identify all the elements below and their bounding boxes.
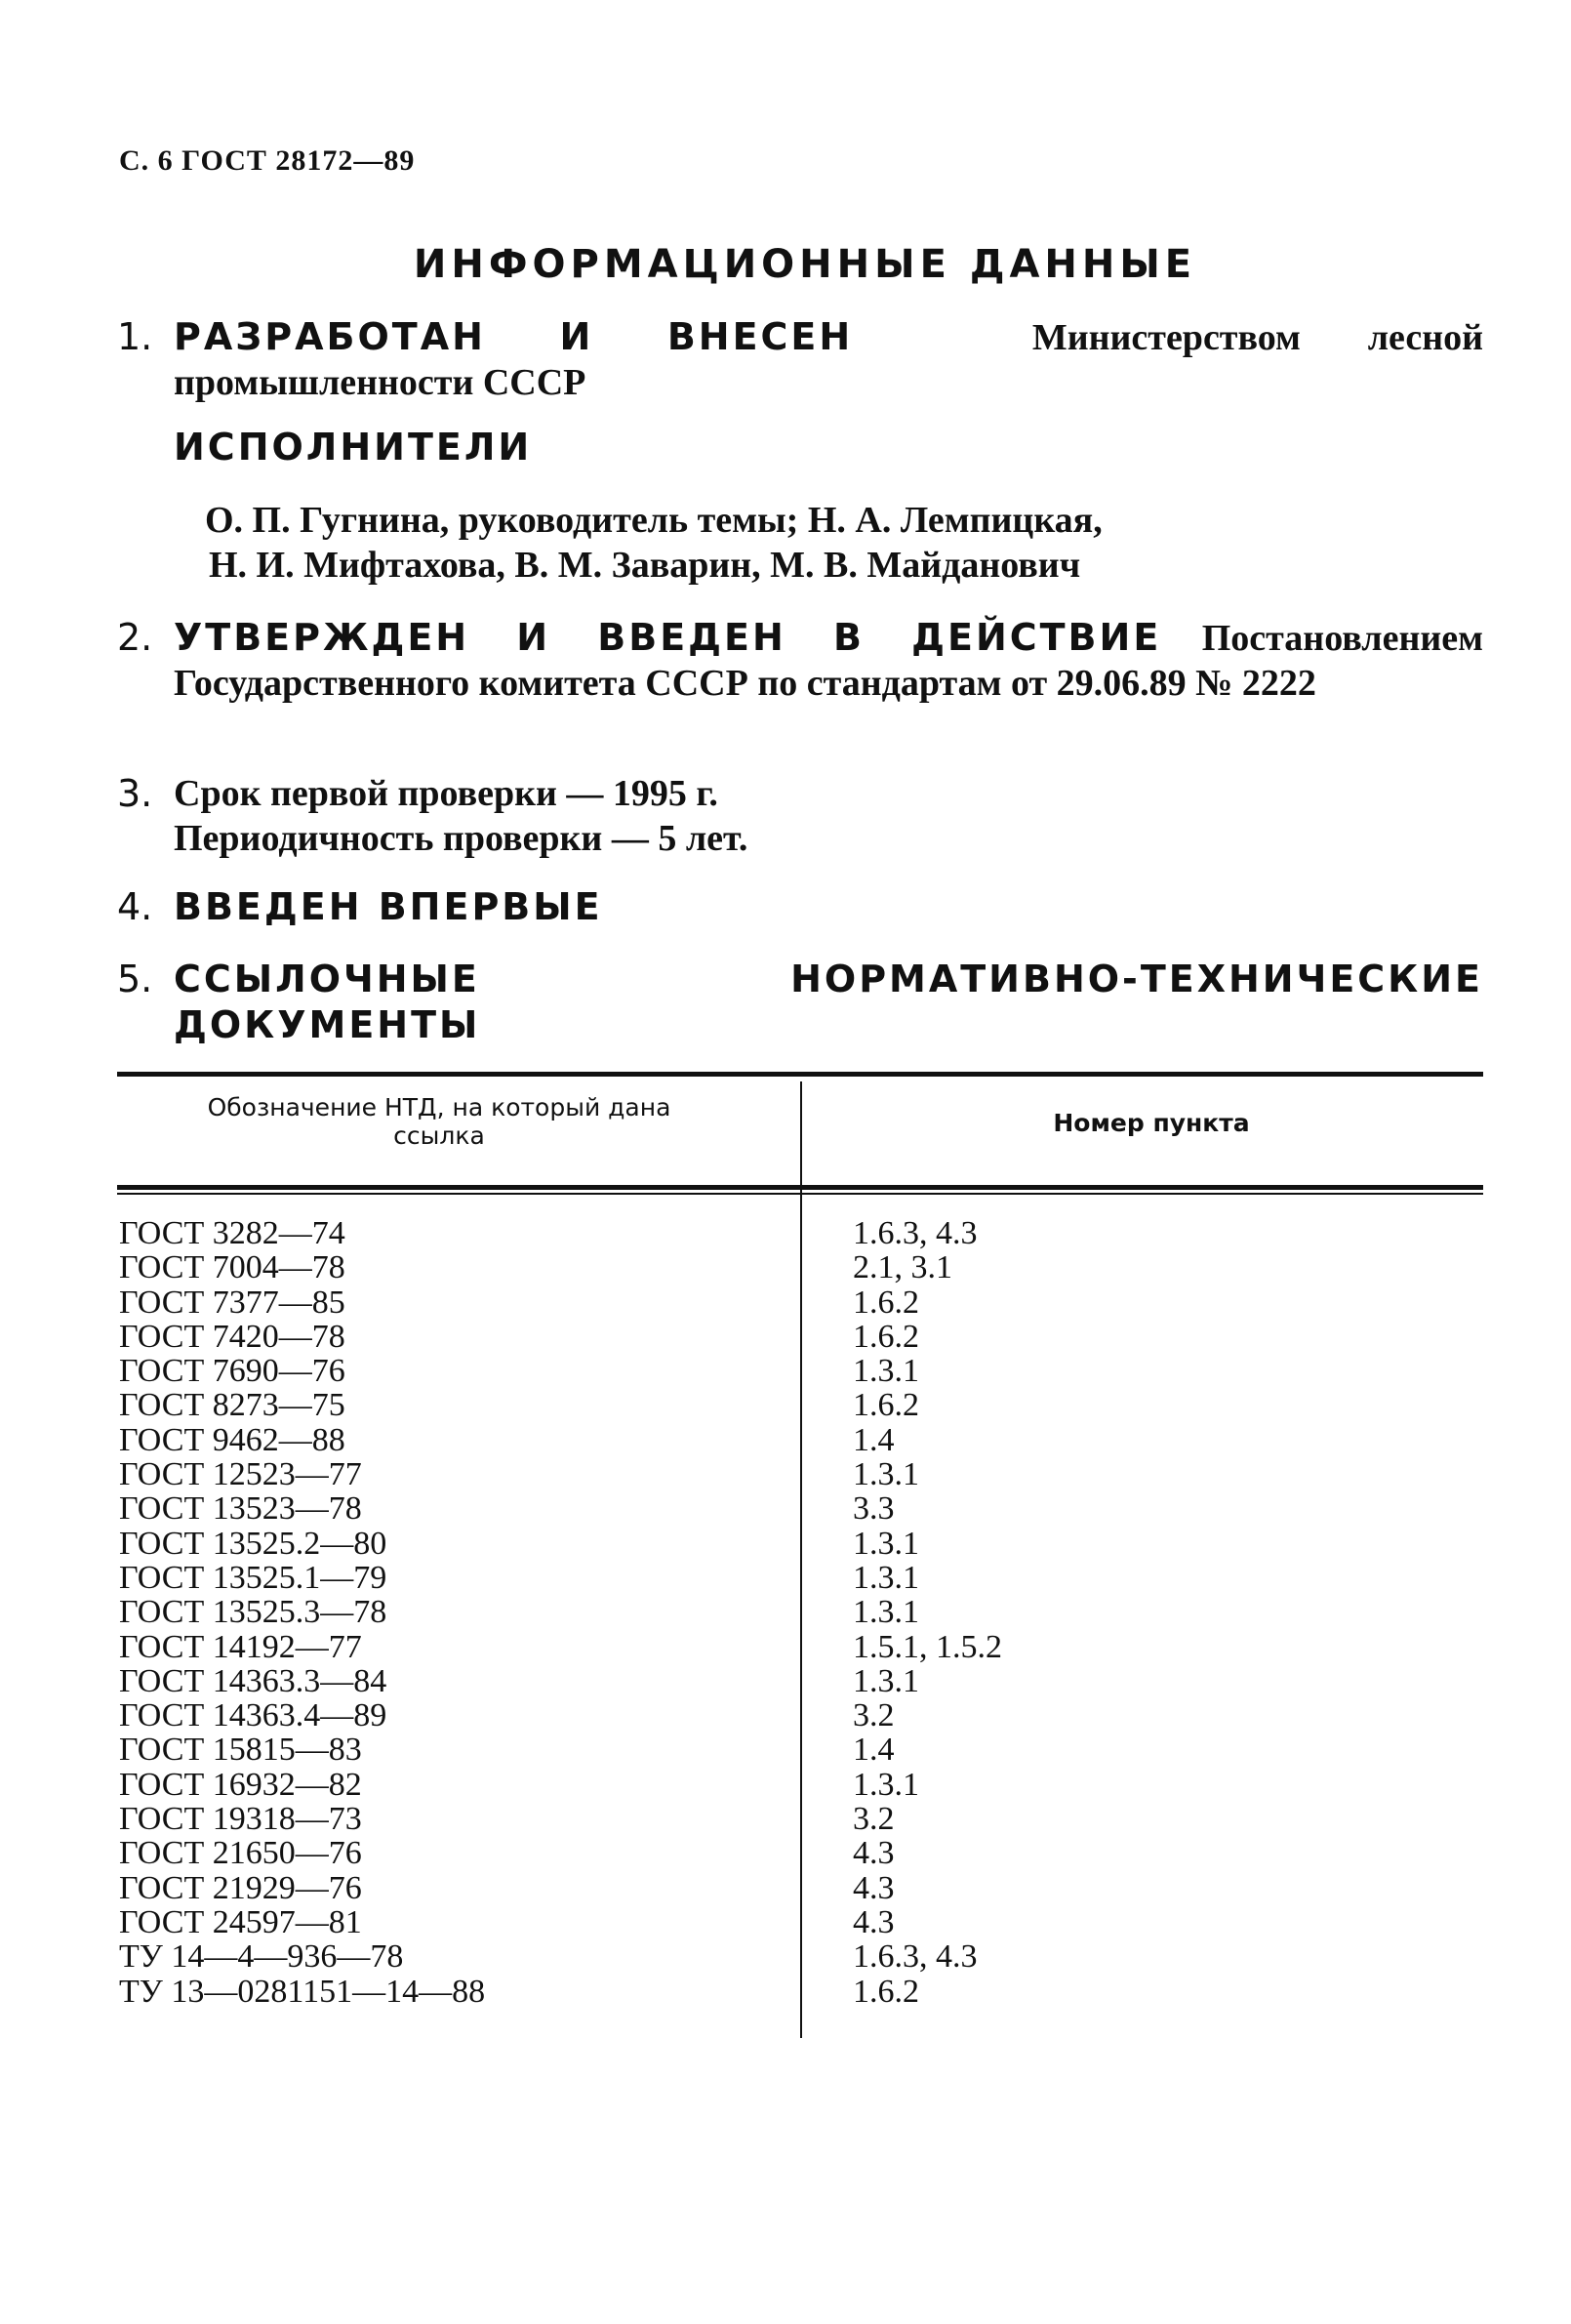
table-cell-ref: 1.6.2 <box>853 1318 919 1355</box>
table-row <box>117 1527 1483 1561</box>
item-body <box>174 314 1483 405</box>
item-body <box>174 957 1483 1048</box>
performers-label: ИСПОЛНИТЕЛИ <box>174 426 533 469</box>
table-cell-doc: ГОСТ 14192—77 <box>119 1628 362 1665</box>
table-cell-ref: 1.6.2 <box>853 1973 919 2010</box>
table-cell-ref: 3.2 <box>853 1697 895 1734</box>
performers-line-2: Н. И. Мифтахова, В. М. Заварин, М. В. Майданович <box>209 545 1081 586</box>
item-text: Министерством лесной промышленности СССР <box>174 317 1484 403</box>
table-cell-ref: 1.3.1 <box>853 1766 919 1803</box>
table-row <box>117 1939 1483 1974</box>
table-row <box>117 1354 1483 1388</box>
table-header-rule-thin <box>117 1193 1483 1195</box>
table-row <box>117 1905 1483 1939</box>
info-item-1 <box>117 314 1483 405</box>
table-cell-doc: ГОСТ 13523—78 <box>119 1490 362 1528</box>
table-cell-ref: 4.3 <box>853 1869 895 1906</box>
item-number: 1. <box>117 315 153 358</box>
item-body <box>174 884 1483 930</box>
table-row <box>117 1388 1483 1422</box>
table-row <box>117 1320 1483 1354</box>
table-cell-ref: 1.3.1 <box>853 1456 919 1493</box>
table-cell-doc: ТУ 13—0281151—14—88 <box>119 1973 486 2010</box>
table-row <box>117 1216 1483 1250</box>
item-lead: ВВЕДЕН ВПЕРВЫЕ <box>174 885 603 928</box>
table-cell-doc: ГОСТ 24597—81 <box>119 1903 362 1940</box>
table-cell-ref: 1.3.1 <box>853 1594 919 1631</box>
table-cell-doc: ГОСТ 3282—74 <box>119 1215 345 1251</box>
table-cell-doc: ГОСТ 9462—88 <box>119 1421 345 1458</box>
table-cell-doc: ГОСТ 7377—85 <box>119 1284 345 1321</box>
table-row <box>117 1630 1483 1664</box>
table-cell-ref: 1.4 <box>853 1421 895 1458</box>
table-cell-doc: ТУ 14—4—936—78 <box>119 1938 404 1976</box>
info-item-5 <box>117 957 1483 1048</box>
item-body <box>174 615 1483 706</box>
table-cell-doc: ГОСТ 16932—82 <box>119 1766 362 1803</box>
table-cell-doc: ГОСТ 15815—83 <box>119 1732 362 1769</box>
table-cell-doc: ГОСТ 13525.3—78 <box>119 1594 387 1631</box>
table-cell-doc: ГОСТ 7004—78 <box>119 1249 345 1286</box>
table-header-doc: Обозначение НТД, на который дана ссылка <box>207 1093 671 1150</box>
item-line-2: Периодичность проверки — 5 лет. <box>174 818 748 859</box>
table-cell-ref: 4.3 <box>853 1835 895 1872</box>
table-row <box>117 1698 1483 1733</box>
table-cell-ref: 1.3.1 <box>853 1353 919 1390</box>
table-cell-doc: ГОСТ 12523—77 <box>119 1456 362 1493</box>
table-cell-ref: 1.6.3, 4.3 <box>853 1215 978 1251</box>
table-cell-ref: 3.3 <box>853 1490 895 1528</box>
table-cell-ref: 1.6.2 <box>853 1387 919 1424</box>
table-row <box>117 1250 1483 1284</box>
table-cell-ref: 1.6.2 <box>853 1284 919 1321</box>
item-number: 4. <box>117 885 153 928</box>
table-cell-doc: ГОСТ 14363.4—89 <box>119 1697 387 1734</box>
table-cell-doc: ГОСТ 21650—76 <box>119 1835 362 1872</box>
table-row <box>117 1768 1483 1802</box>
table-row <box>117 1802 1483 1836</box>
table-cell-ref: 1.5.1, 1.5.2 <box>853 1628 1002 1665</box>
table-cell-ref: 1.4 <box>853 1732 895 1769</box>
table-cell-doc: ГОСТ 21929—76 <box>119 1869 362 1906</box>
table-row <box>117 1423 1483 1457</box>
performers-line-1: О. П. Гугнина, руководитель темы; Н. А. Лемпицкая, <box>205 500 1103 541</box>
table-header-ref: Номер пункта <box>1053 1109 1250 1137</box>
table-cell-doc: ГОСТ 7690—76 <box>119 1353 345 1390</box>
table-row <box>117 1285 1483 1320</box>
table-row <box>117 1733 1483 1767</box>
info-item-3 <box>117 771 1483 861</box>
table-row <box>117 1664 1483 1698</box>
table-cell-doc: ГОСТ 19318—73 <box>119 1801 362 1838</box>
item-number: 5. <box>117 958 153 1000</box>
table-row <box>117 1491 1483 1526</box>
info-item-2 <box>117 615 1483 706</box>
table-cell-ref: 2.1, 3.1 <box>853 1249 952 1286</box>
table-cell-ref: 1.3.1 <box>853 1662 919 1699</box>
table-row <box>117 1561 1483 1595</box>
table-row <box>117 1871 1483 1905</box>
item-lead: РАЗРАБОТАН И ВНЕСЕН <box>174 315 854 358</box>
item-text: Постановлением Государственного комитета СССР по стандартам от 29.06.89 № 2222 <box>174 618 1483 704</box>
info-item-4 <box>117 884 1483 930</box>
table-cell-doc: ГОСТ 13525.2—80 <box>119 1525 387 1562</box>
table-cell-ref: 1.6.3, 4.3 <box>853 1938 978 1976</box>
table-row <box>117 1457 1483 1491</box>
table-cell-ref: 3.2 <box>853 1801 895 1838</box>
item-lead: УТВЕРЖДЕН И ВВЕДЕН В ДЕЙСТВИЕ <box>174 616 1162 659</box>
table-row <box>117 1595 1483 1629</box>
table-cell-doc: ГОСТ 14363.3—84 <box>119 1662 387 1699</box>
item-number: 3. <box>117 772 153 815</box>
item-line-1: Срок первой проверки — 1995 г. <box>174 773 718 814</box>
table-cell-doc: ГОСТ 13525.1—79 <box>119 1559 387 1596</box>
item-body <box>174 771 1483 861</box>
table-cell-ref: 4.3 <box>853 1903 895 1940</box>
table-row <box>117 1836 1483 1870</box>
table-cell-doc: ГОСТ 8273—75 <box>119 1387 345 1424</box>
table-body <box>117 1216 1483 2009</box>
item-lead: ССЫЛОЧНЫЕ НОРМАТИВНО-ТЕХНИЧЕСКИЕ ДОКУМЕНТЫ <box>174 958 1483 1046</box>
table-header-rule <box>117 1185 1483 1190</box>
table-cell-doc: ГОСТ 7420—78 <box>119 1318 345 1355</box>
page-title: ИНФОРМАЦИОННЫЕ ДАННЫЕ <box>413 242 1197 287</box>
table-top-rule <box>117 1072 1483 1077</box>
table-cell-ref: 1.3.1 <box>853 1525 919 1562</box>
page-header-code: С. 6 ГОСТ 28172—89 <box>119 144 416 177</box>
performers-list <box>205 498 1356 588</box>
table-cell-ref: 1.3.1 <box>853 1559 919 1596</box>
table-row <box>117 1975 1483 2009</box>
item-number: 2. <box>117 616 153 659</box>
